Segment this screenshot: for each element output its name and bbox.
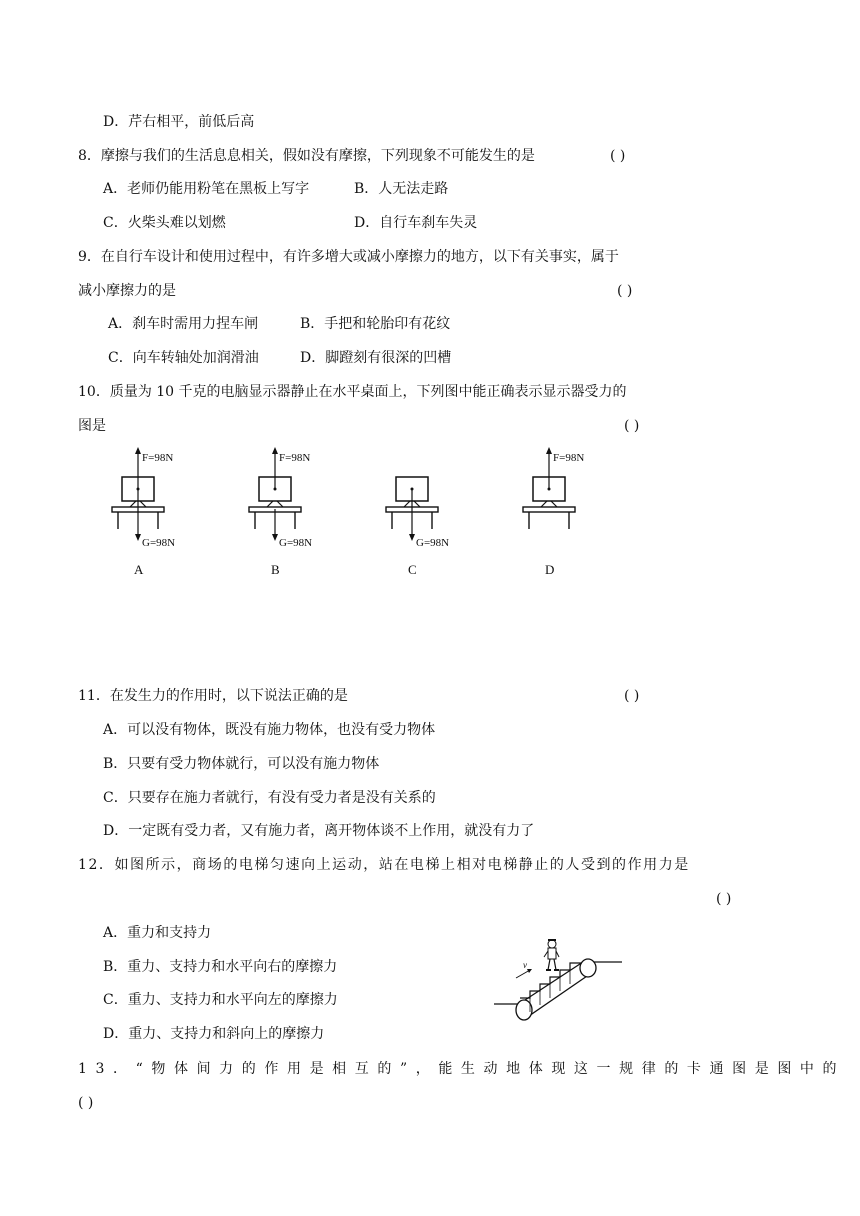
q8-option-b: B．人无法走路 bbox=[354, 181, 449, 197]
q8-answer-paren[interactable]: ( ) bbox=[610, 148, 626, 164]
q13-answer-paren[interactable]: ( ) bbox=[78, 1095, 94, 1111]
q10-a-force-up-label: F=98N bbox=[142, 452, 174, 464]
velocity-label: v bbox=[523, 960, 527, 970]
q10-a-force-down-label: G=98N bbox=[142, 537, 176, 549]
q10-option-b-label: B bbox=[271, 562, 280, 577]
q10-stem-line1: 10．质量为 10 千克的电脑显示器静止在水平桌面上，下列图中能正确表示显示器受力的 bbox=[78, 384, 627, 400]
q10-b-force-down-label: G=98N bbox=[279, 537, 313, 549]
q10-option-c-label: C bbox=[408, 562, 417, 577]
q10-diagram-d[interactable] bbox=[523, 447, 584, 577]
q12-option-a: A．重力和支持力 bbox=[103, 925, 212, 941]
q9-stem-line2: 减小摩擦力的是 bbox=[78, 283, 176, 299]
q7-option-d: D．芹右相平，前低后高 bbox=[103, 114, 255, 130]
q8-option-c: C．火柴头难以划燃 bbox=[103, 215, 226, 231]
q12-option-c: C．重力、支持力和水平向左的摩擦力 bbox=[103, 992, 338, 1008]
q13-stem: 13．“物体间力的作用是相互的”，能生动地体现这一规律的卡通图是图中的 bbox=[78, 1061, 846, 1077]
q12-option-d: D．重力、支持力和斜向上的摩擦力 bbox=[103, 1026, 325, 1042]
q10-answer-paren[interactable]: ( ) bbox=[624, 418, 640, 434]
q10-b-force-up-label: F=98N bbox=[279, 452, 311, 464]
q10-force-diagrams bbox=[100, 445, 600, 585]
q11-option-d: D．一定既有受力者，又有施力者，离开物体谈不上作用，就没有力了 bbox=[103, 823, 535, 839]
q8-option-d: D．自行车刹车失灵 bbox=[354, 215, 478, 231]
q10-diagram-a[interactable] bbox=[112, 447, 175, 577]
q10-stem-line2: 图是 bbox=[78, 418, 106, 434]
q9-answer-paren[interactable]: ( ) bbox=[617, 283, 633, 299]
person-on-escalator bbox=[544, 939, 559, 971]
q10-diagram-c[interactable] bbox=[386, 477, 449, 577]
q12-escalator-figure bbox=[490, 932, 626, 1032]
q10-option-d-label: D bbox=[545, 562, 555, 577]
q10-d-force-up-label: F=98N bbox=[553, 452, 585, 464]
velocity-arrow bbox=[516, 960, 532, 978]
q11-option-b: B．只要有受力物体就行，可以没有施力物体 bbox=[103, 756, 380, 772]
q9-option-a: A．刹车时需用力捏车闸 bbox=[108, 316, 259, 332]
q11-answer-paren[interactable]: ( ) bbox=[624, 688, 640, 704]
q11-option-c: C．只要存在施力者就行，有没有受力者是没有关系的 bbox=[103, 790, 436, 806]
q12-answer-paren[interactable]: ( ) bbox=[716, 891, 732, 907]
q8-stem: 8．摩擦与我们的生活息息相关，假如没有摩擦，下列现象不可能发生的是 bbox=[78, 148, 535, 164]
q12-option-b: B．重力、支持力和水平向右的摩擦力 bbox=[103, 959, 338, 975]
q10-diagram-b[interactable] bbox=[249, 447, 312, 577]
q11-option-a: A．可以没有物体，既没有施力物体，也没有受力物体 bbox=[103, 722, 436, 738]
q11-stem: 11．在发生力的作用时，以下说法正确的是 bbox=[78, 688, 348, 704]
q9-option-c: C．向车转轴处加润滑油 bbox=[108, 350, 259, 366]
q8-option-a: A．老师仍能用粉笔在黑板上写字 bbox=[103, 181, 310, 197]
q9-option-b: B．手把和轮胎印有花纹 bbox=[300, 316, 451, 332]
q10-c-force-down-label: G=98N bbox=[416, 537, 450, 549]
q9-option-d: D．脚蹬刻有很深的凹槽 bbox=[300, 350, 452, 366]
q10-option-a-label: A bbox=[134, 562, 144, 577]
q12-stem: 12．如图所示，商场的电梯匀速向上运动，站在电梯上相对电梯静止的人受到的作用力是 bbox=[78, 857, 690, 873]
q9-stem-line1: 9．在自行车设计和使用过程中，有许多增大或减小摩擦力的地方，以下有关事实，属于 bbox=[78, 249, 619, 265]
